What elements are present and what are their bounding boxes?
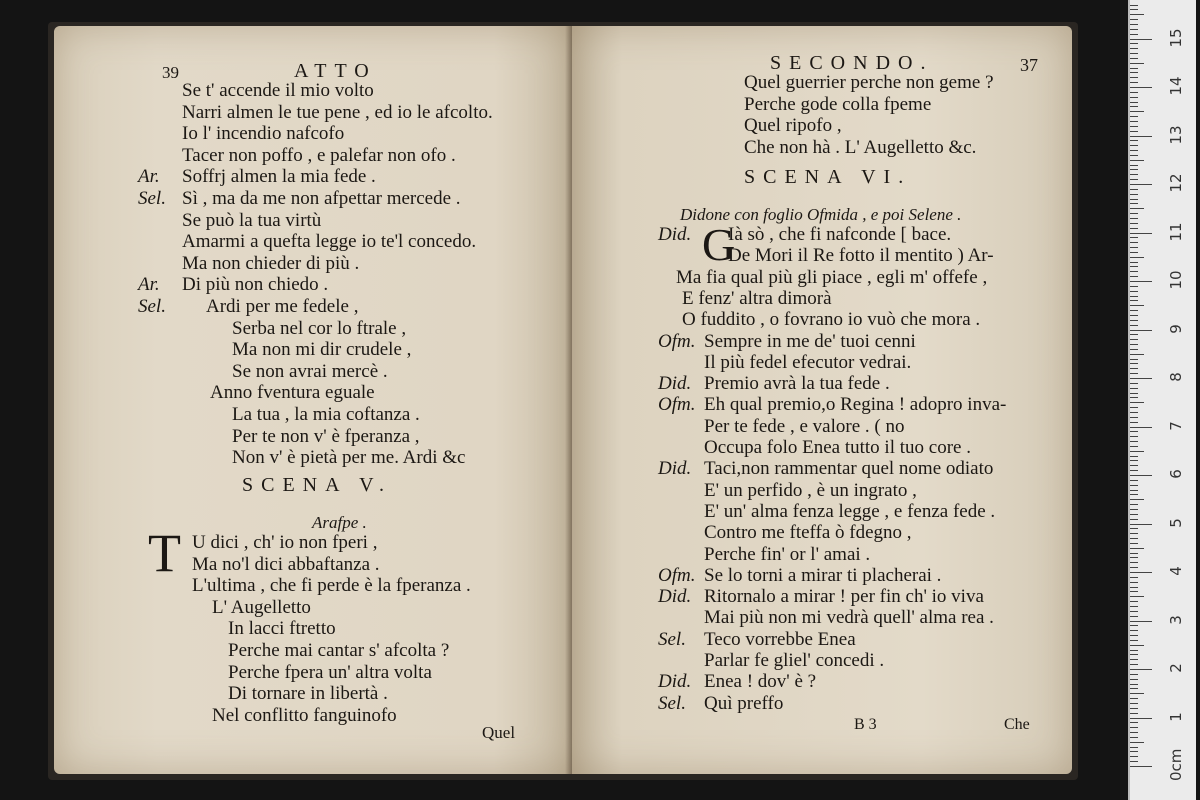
ruler-tick: [1130, 276, 1138, 277]
ruler-tick: [1130, 688, 1138, 689]
ruler-tick: [1130, 271, 1138, 272]
speaker-label: Ofm.: [658, 330, 696, 352]
ruler-tick: [1130, 494, 1138, 495]
verse-line: Per te fede , e valore . ( no: [704, 415, 905, 437]
ruler-tick: [1130, 291, 1138, 292]
ruler-tick: [1130, 528, 1138, 529]
ruler-number: 3: [1167, 614, 1185, 625]
ruler-tick: [1130, 412, 1138, 413]
ruler-tick: [1130, 339, 1138, 340]
open-book: [48, 22, 1078, 780]
ruler-tick: [1130, 703, 1138, 704]
verse-line: Sì , ma da me non afpettar mercede .: [182, 188, 461, 209]
scene-persons: Didone con foglio Ofmida , e poi Selene .: [680, 205, 962, 224]
ruler-tick: [1130, 742, 1144, 743]
ruler-tick: [1130, 684, 1138, 685]
ruler-tick: [1130, 82, 1138, 83]
speaker-label: Ar.: [138, 274, 160, 296]
ruler-tick: [1130, 630, 1138, 631]
ruler-tick: [1130, 63, 1144, 64]
drop-capital: T: [148, 523, 181, 583]
verse-line: Ma non mi dir crudele ,: [232, 339, 412, 361]
ruler-tick: [1130, 654, 1138, 655]
verse-line: Ma non chieder di più .: [182, 252, 360, 274]
ruler-tick: [1130, 664, 1138, 665]
verse-line: Mai più non mi vedrà quell' alma rea .: [704, 607, 994, 629]
ruler-tick: [1130, 446, 1138, 447]
verse-line: Teco vorrebbe Enea: [704, 628, 856, 650]
verse-line: Ma no'l dici abbaftanza .: [192, 553, 380, 575]
scene-heading: SCENA VI.: [744, 166, 912, 188]
ruler-tick: [1130, 422, 1138, 423]
ruler-tick: [1130, 344, 1138, 345]
ruler-tick: [1130, 373, 1138, 374]
ruler-tick: [1130, 9, 1138, 10]
ruler-tick: [1130, 169, 1138, 170]
ruler-number: 11: [1167, 221, 1185, 242]
ruler-tick: [1130, 679, 1138, 680]
ruler-tick: [1130, 718, 1152, 719]
ruler-tick: [1130, 557, 1138, 558]
ruler-tick: [1130, 359, 1138, 360]
ruler-tick: [1130, 72, 1138, 73]
verse-line: Se può la tua virtù: [182, 209, 322, 231]
verse-line: Di tornare in libertà .: [228, 683, 388, 705]
ruler-tick: [1130, 751, 1138, 752]
verse-line: Perche mai cantar s' afcolta ?: [228, 640, 450, 661]
ruler-tick: [1130, 713, 1138, 714]
verse-line: Che non hà . L' Augelletto &c.: [744, 136, 977, 158]
ruler-tick: [1130, 325, 1138, 326]
ruler-tick: [1130, 150, 1138, 151]
ruler-tick: [1130, 431, 1138, 432]
ruler-number: 15: [1167, 27, 1185, 48]
ruler-tick: [1130, 296, 1138, 297]
verse-line: De Mori il Re fotto il mentito ) Ar-: [728, 245, 994, 267]
ruler-tick: [1130, 402, 1144, 403]
verse-line: Per te non v' è fperanza ,: [232, 425, 420, 447]
ruler-tick: [1130, 34, 1138, 35]
verse-line: La tua , la mia coftanza .: [232, 404, 420, 425]
ruler-tick: [1130, 106, 1138, 107]
ruler-tick: [1130, 722, 1138, 723]
ruler-tick: [1130, 572, 1152, 573]
ruler-tick: [1130, 305, 1144, 306]
ruler-tick: [1130, 116, 1138, 117]
ruler-tick: [1130, 315, 1138, 316]
ruler-tick: [1130, 596, 1144, 597]
verse-line: Nel conflitto fanguinofo: [212, 704, 397, 726]
ruler-tick: [1130, 562, 1138, 563]
ruler-unit: 0cm: [1167, 748, 1185, 781]
ruler-tick: [1130, 97, 1138, 98]
ruler-tick: [1130, 24, 1138, 25]
ruler-number: 4: [1167, 566, 1185, 576]
verse-line: O fuddito , o fovrano io vuò che mora .: [682, 309, 981, 331]
ruler-tick: [1130, 77, 1138, 78]
ruler-tick: [1130, 136, 1152, 137]
speaker-label: Sel.: [658, 692, 686, 714]
ruler-tick: [1130, 131, 1138, 132]
ruler-tick: [1130, 490, 1138, 491]
ruler-tick: [1130, 650, 1138, 651]
ruler-tick: [1130, 577, 1138, 578]
ruler-tick: [1130, 504, 1138, 505]
ruler-tick: [1130, 587, 1138, 588]
ruler-tick: [1130, 601, 1138, 602]
verse-line: Parlar fe gliel' concedi .: [704, 650, 885, 671]
verse-line: Eh qual premio,o Regina ! adopro inva-: [704, 394, 1007, 416]
verse-line: Narri almen le tue pene , ed io le afcolto.: [182, 101, 493, 123]
ruler-tick: [1130, 533, 1138, 534]
ruler-tick: [1130, 87, 1152, 88]
scene-persons: Arafpe .: [312, 513, 367, 532]
verse-line: Amarmi a quefta legge io te'l concedo.: [182, 231, 477, 253]
ruler-tick: [1130, 407, 1138, 408]
verse-line: Il più fedel efecutor vedrai.: [704, 351, 912, 373]
ruler-tick: [1130, 199, 1138, 200]
ruler-number: 14: [1167, 76, 1185, 96]
ruler-tick: [1130, 203, 1138, 204]
ruler-tick: [1130, 606, 1138, 607]
ruler-tick: [1130, 92, 1138, 93]
ruler-tick: [1130, 524, 1152, 525]
verse-line: Soffrj almen la mia fede .: [182, 166, 376, 188]
ruler-tick: [1130, 708, 1138, 709]
speaker-label: Sel.: [138, 296, 166, 317]
ruler-tick: [1130, 465, 1138, 466]
ruler-tick: [1130, 349, 1138, 350]
ruler-tick: [1130, 485, 1138, 486]
signature-mark: B 3: [854, 716, 877, 733]
running-head-right: SECONDO.: [770, 52, 934, 74]
ruler-tick: [1130, 257, 1144, 258]
ruler-tick: [1130, 514, 1138, 515]
verse-line: Non v' è pietà per me. Ardi &c: [232, 447, 466, 469]
verse-line: Serba nel cor lo ftrale ,: [232, 317, 407, 339]
ruler-tick: [1130, 155, 1138, 156]
speaker-label: Ar.: [138, 166, 160, 188]
ruler-tick: [1130, 475, 1152, 476]
verse-line: Enea ! dov' è ?: [704, 671, 817, 693]
ruler-tick: [1130, 674, 1138, 675]
ruler-tick: [1130, 756, 1138, 757]
ruler-tick: [1130, 140, 1138, 141]
ruler-number: 8: [1167, 372, 1185, 382]
ruler-tick: [1130, 111, 1144, 112]
ruler-tick: [1130, 102, 1138, 103]
ruler-tick: [1130, 698, 1138, 699]
verse-line: Di più non chiedo .: [182, 274, 329, 296]
measurement-ruler: [1128, 0, 1196, 800]
ruler-tick: [1130, 393, 1138, 394]
ruler-tick: [1130, 213, 1138, 214]
ruler-number: 5: [1167, 517, 1185, 528]
verse-line: Ià sò , che fi nafconde [ bace.: [728, 224, 952, 245]
ruler-tick: [1130, 223, 1138, 224]
verse-line: Se lo torni a mirar ti placherai .: [704, 564, 942, 586]
speaker-label: Did.: [658, 586, 692, 608]
ruler-tick: [1130, 189, 1138, 190]
ruler-tick: [1130, 625, 1138, 626]
ruler-tick: [1130, 310, 1138, 311]
ruler-tick: [1130, 281, 1152, 282]
ruler-tick: [1130, 451, 1144, 452]
ruler-tick: [1130, 5, 1138, 6]
ruler-tick: [1130, 737, 1138, 738]
verse-line: Contro me fteffa ò fdegno ,: [704, 522, 912, 544]
ruler-tick: [1130, 611, 1138, 612]
ruler-tick: [1130, 548, 1144, 549]
ruler-tick: [1130, 616, 1138, 617]
ruler-tick: [1130, 669, 1152, 670]
ruler-tick: [1130, 591, 1138, 592]
ruler-tick: [1130, 300, 1138, 301]
verse-line: Se non avrai mercè .: [232, 360, 388, 382]
ruler-tick: [1130, 635, 1138, 636]
verse-line: L' Augelletto: [212, 596, 311, 618]
ruler-tick: [1130, 766, 1152, 767]
verse-line: Sempre in me de' tuoi cenni: [704, 330, 916, 352]
ruler-number: 6: [1167, 469, 1185, 479]
ruler-tick: [1130, 218, 1138, 219]
page-number-left: 39: [162, 63, 179, 82]
ruler-number: 9: [1167, 323, 1185, 334]
ruler-tick: [1130, 53, 1138, 54]
ruler-tick: [1130, 354, 1144, 355]
ruler-tick: [1130, 228, 1138, 229]
verse-line: Anno fventura eguale: [210, 382, 375, 404]
verse-line: Occupa folo Enea tutto il tuo core .: [704, 437, 971, 458]
ruler-tick: [1130, 237, 1138, 238]
ruler-tick: [1130, 553, 1138, 554]
verse-line: Taci,non rammentar quel nome odiato: [704, 458, 994, 480]
speaker-label: Ofm.: [658, 564, 696, 586]
ruler-tick: [1130, 145, 1138, 146]
ruler-tick: [1130, 538, 1138, 539]
ruler-tick: [1130, 174, 1138, 175]
ruler-tick: [1130, 640, 1138, 641]
speaker-label: Did.: [658, 671, 692, 693]
catchword-left: Quel: [482, 723, 516, 742]
ruler-tick: [1130, 368, 1138, 369]
ruler-tick: [1130, 621, 1152, 622]
ruler-tick: [1130, 519, 1138, 520]
verse-line: Quel ripofo ,: [744, 115, 842, 137]
ruler-tick: [1130, 184, 1152, 185]
ruler-tick: [1130, 645, 1144, 646]
speaker-label: Did.: [658, 224, 692, 245]
speaker-label: Ofm.: [658, 394, 696, 416]
verse-line: E' un perfido , è un ingrato ,: [704, 479, 917, 501]
catchword-right: Che: [1004, 716, 1030, 733]
ruler-tick: [1130, 330, 1152, 331]
verse-line: Se t' accende il mio volto: [182, 80, 374, 101]
verse-line: Ma fia qual più gli piace , egli m' offefe ,: [676, 266, 988, 288]
ruler-tick: [1130, 659, 1138, 660]
ruler-tick: [1130, 194, 1138, 195]
ruler-tick: [1130, 761, 1138, 762]
ruler-tick: [1130, 19, 1138, 20]
ruler-number: 7: [1167, 420, 1185, 431]
ruler-number: 2: [1167, 663, 1185, 673]
ruler-number: 1: [1167, 711, 1185, 722]
ruler-tick: [1130, 456, 1138, 457]
ruler-tick: [1130, 582, 1138, 583]
verse-line: Premio avrà la tua fede .: [704, 373, 890, 395]
ruler-tick: [1130, 29, 1138, 30]
ruler-tick: [1130, 14, 1144, 15]
ruler-tick: [1130, 208, 1144, 209]
ruler-tick: [1130, 499, 1144, 500]
ruler-tick: [1130, 39, 1152, 40]
left-page: [54, 26, 572, 774]
ruler-tick: [1130, 417, 1138, 418]
ruler-number: 13: [1167, 124, 1185, 145]
ruler-tick: [1130, 165, 1138, 166]
ruler-tick: [1130, 693, 1144, 694]
ruler-tick: [1130, 378, 1152, 379]
ruler-tick: [1130, 43, 1138, 44]
ruler-number: 10: [1167, 270, 1185, 290]
ruler-number: 12: [1167, 173, 1185, 193]
ruler-tick: [1130, 436, 1138, 437]
verse-line: Ritornalo a mirar ! per fin ch' io viva: [704, 586, 984, 608]
ruler-tick: [1130, 509, 1138, 510]
verse-line: E fenz' altra dimorà: [682, 287, 832, 309]
ruler-tick: [1130, 233, 1152, 234]
ruler-tick: [1130, 383, 1138, 384]
ruler-tick: [1130, 121, 1138, 122]
ruler-tick: [1130, 48, 1138, 49]
ruler-tick: [1130, 543, 1138, 544]
ruler-tick: [1130, 727, 1138, 728]
ruler-tick: [1130, 266, 1138, 267]
ruler-tick: [1130, 160, 1144, 161]
ruler-tick: [1130, 179, 1138, 180]
scene-heading: SCENA V.: [242, 474, 392, 496]
verse-line: Quel guerrier perche non geme ?: [744, 72, 994, 93]
speaker-label: Did.: [658, 373, 692, 395]
verse-line: U dici , ch' io non fperi ,: [192, 532, 378, 553]
running-head-left: ATTO: [294, 60, 377, 82]
ruler-tick: [1130, 567, 1138, 568]
ruler-tick: [1130, 363, 1138, 364]
ruler-tick: [1130, 126, 1138, 127]
ruler-tick: [1130, 68, 1138, 69]
ruler-tick: [1130, 747, 1138, 748]
ruler-tick: [1130, 441, 1138, 442]
page-number-right: 37: [1020, 55, 1038, 75]
speaker-label: Sel.: [658, 628, 686, 650]
verse-line: In lacci ftretto: [228, 618, 336, 640]
ruler-tick: [1130, 388, 1138, 389]
ruler-tick: [1130, 262, 1138, 263]
verse-line: Tacer non poffo , e palefar non ofo .: [182, 144, 456, 166]
verse-line: Io l' incendio nafcofo: [182, 123, 345, 145]
verse-line: E' un' alma fenza legge , e fenza fede .: [704, 500, 996, 522]
verse-line: L'ultima , che fi perde è la fperanza .: [192, 575, 471, 597]
speaker-label: Sel.: [138, 188, 166, 209]
right-page: [572, 26, 1072, 774]
ruler-tick: [1130, 334, 1138, 335]
verse-line: Perche gode colla fpeme: [744, 93, 932, 115]
ruler-tick: [1130, 732, 1138, 733]
ruler-tick: [1130, 286, 1138, 287]
ruler-tick: [1130, 480, 1138, 481]
drop-capital: G: [702, 219, 736, 270]
verse-line: Perche fpera un' altra volta: [228, 661, 432, 683]
ruler-tick: [1130, 58, 1138, 59]
ruler-tick: [1130, 247, 1138, 248]
ruler-tick: [1130, 460, 1138, 461]
verse-line: Quì preffo: [704, 692, 784, 714]
ruler-tick: [1130, 397, 1138, 398]
speaker-label: Did.: [658, 458, 692, 480]
verse-line: Perche fin' or l' amai .: [704, 543, 871, 565]
ruler-tick: [1130, 252, 1138, 253]
verse-line: Ardi per me fedele ,: [206, 296, 359, 317]
ruler-tick: [1130, 470, 1138, 471]
ruler-tick: [1130, 242, 1138, 243]
ruler-tick: [1130, 320, 1138, 321]
ruler-tick: [1130, 427, 1152, 428]
